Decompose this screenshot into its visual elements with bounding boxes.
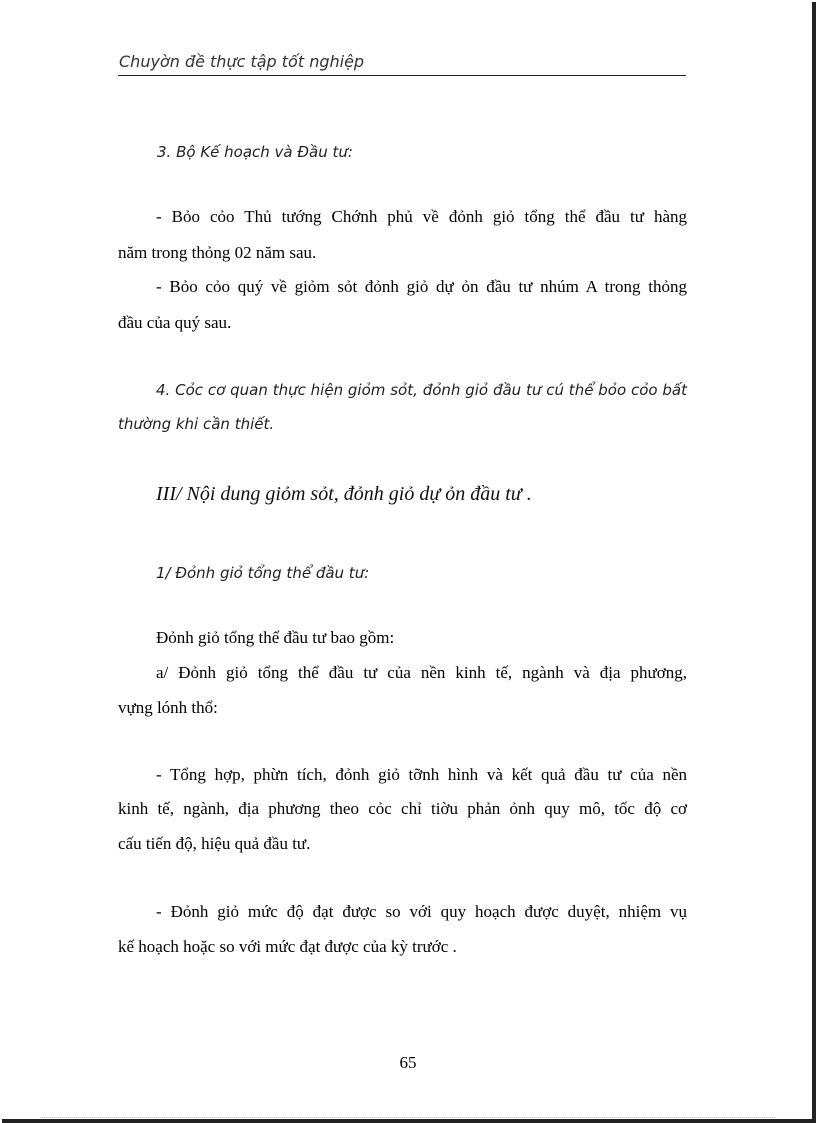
bullet-summary-line-2: kinh tế, ngành, địa phương theo cỏc chỉ tiờu phản ỏnh quy mô, tốc độ cơ [118, 799, 687, 818]
bullet-summary-line-3: cấu tiến độ, hiệu quả đầu tư. [118, 834, 311, 853]
footer-dotted-rule [40, 1117, 775, 1118]
part-3-heading: III/ Nội dung giỏm sỏt, đỏnh giỏ dự ỏn đầu tư . [156, 483, 532, 505]
section-3-bullet-1-line-2: năm trong thỏng 02 năm sau. [118, 243, 317, 262]
subsection-1-intro: Đỏnh giỏ tổng thể đầu tư bao gồm: [156, 628, 395, 647]
bullet-evaluation-line-2: kế hoạch hoặc so với mức đạt được của kỳ trước . [118, 937, 457, 956]
section-3-bullet-2-line-2: đầu của quý sau. [118, 313, 232, 332]
page-number: 65 [399, 1053, 417, 1072]
header-rule [118, 75, 686, 76]
bullet-evaluation-line-1: - Đỏnh giỏ mức độ đạt được so với quy hoạch được duyệt, nhiệm vụ [156, 902, 687, 921]
section-3-bullet-1-line-1: - Bỏo cỏo Thủ tướng Chớnh phủ về đỏnh giỏ tổng thể đầu tư hàng [156, 207, 687, 226]
section-3-heading: 3. Bộ Kế hoạch và Đầu tư: [157, 143, 353, 161]
item-a-line-1: a/ Đỏnh giỏ tổng thể đầu tư của nền kinh tế, ngành và địa phương, [156, 663, 687, 682]
section-3-bullet-2-line-1: - Bỏo cỏo quý về giỏm sỏt đỏnh giỏ dự ỏn đầu tư nhúm A trong thỏng [156, 277, 687, 296]
section-4-line-2: thường khi cần thiết. [118, 415, 275, 433]
subsection-1-heading: 1/ Đỏnh giỏ tổng thể đầu tư: [156, 564, 370, 582]
item-a-line-2: vựng lónh thổ: [118, 698, 218, 717]
running-header: Chuyờn đề thực tập tốt nghiệp [119, 52, 365, 71]
bullet-summary-line-1: - Tổng hợp, phừn tích, đỏnh giỏ tỡnh hình và kết quả đầu tư của nền [156, 765, 687, 784]
section-4-line-1: 4. Cỏc cơ quan thực hiện giỏm sỏt, đỏnh giỏ đầu tư cú thể bỏo cỏo bất [156, 381, 687, 399]
